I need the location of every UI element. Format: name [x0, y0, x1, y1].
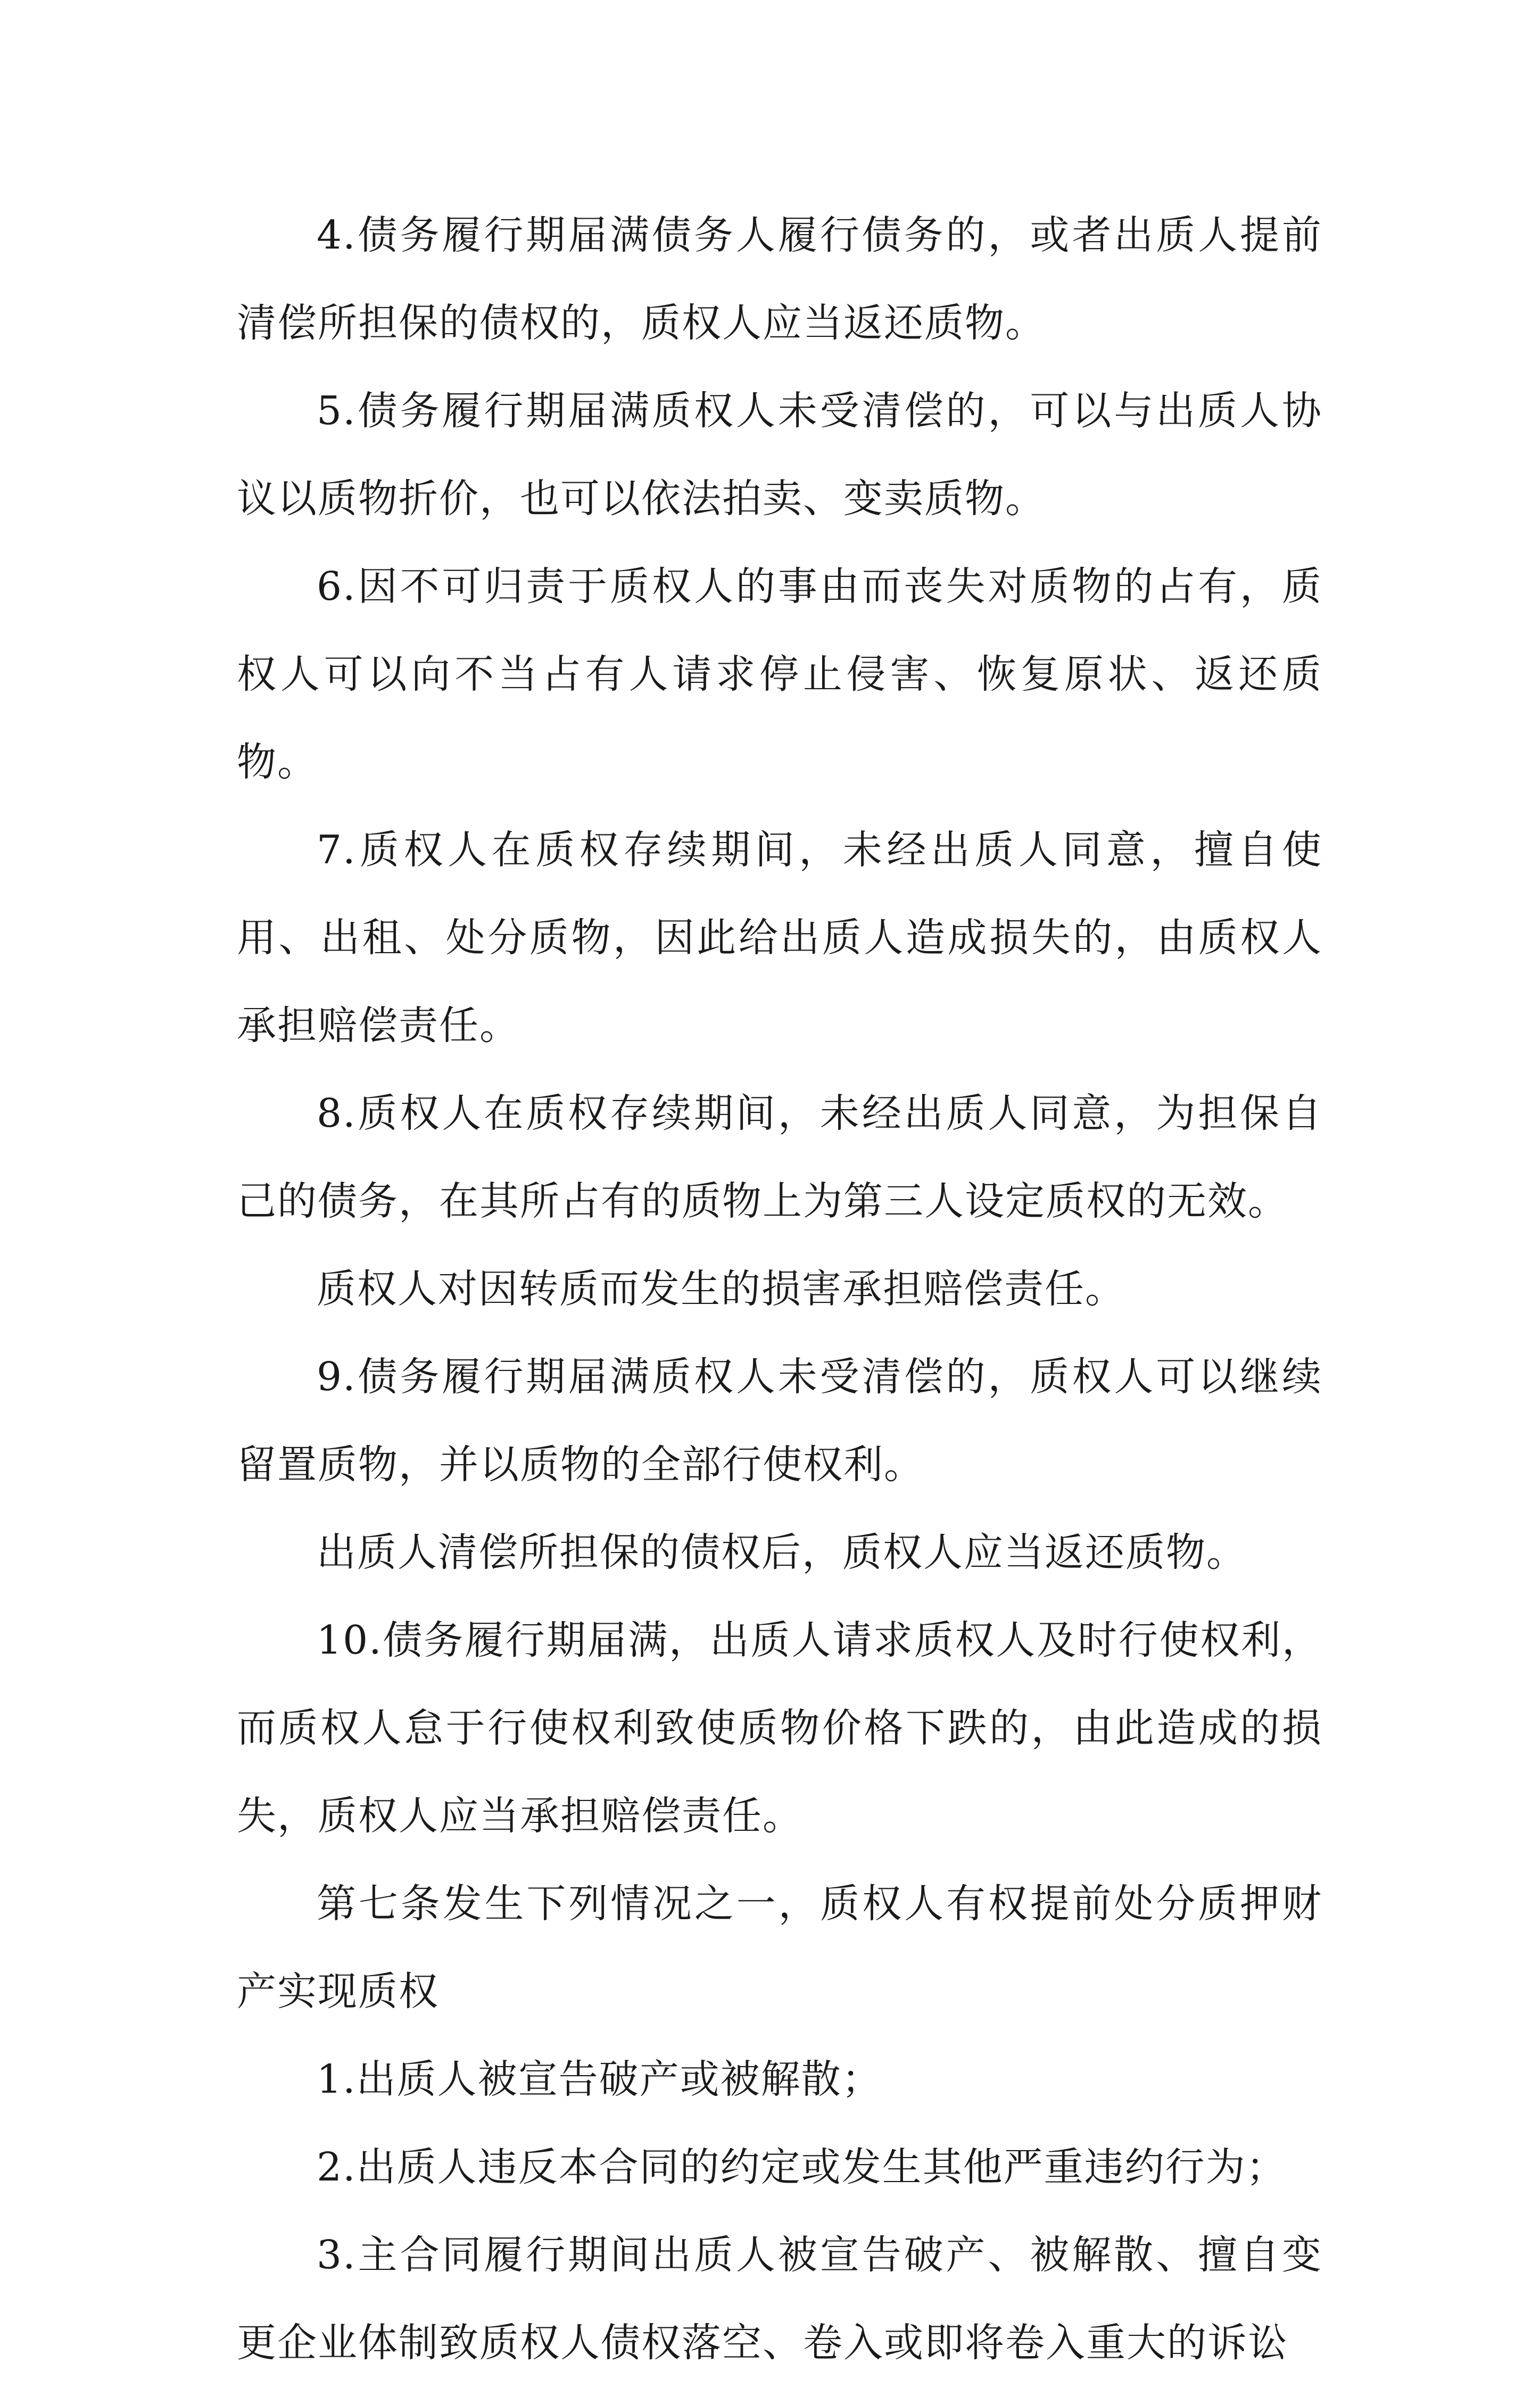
paragraph-article-7-item-1: 1.出质人被宣告破产或被解散；: [317, 2056, 882, 2102]
paragraph-clause-9: 9.债务履行期届满质权人未受清偿的，质权人可以继续留置质物，并以质物的全部行使权利。: [237, 1354, 1322, 1488]
document-body: [237, 192, 1322, 2387]
paragraph-article-7: 第七条发生下列情况之一，质权人有权提前处分质押财产实现质权: [237, 1881, 1322, 2014]
paragraph-clause-7: 7.质权人在质权存续期间，未经出质人同意，擅自使用、出租、处分质物，因此给出质人造成损失的，由质权人承担赔偿责任。: [237, 827, 1322, 1048]
paragraph-clause-6: 6.因不可归责于质权人的事由而丧失对质物的占有，质权人可以向不当占有人请求停止侵害、恢复原状、返还质物。: [237, 564, 1322, 785]
paragraph-article-7-item-3: 3.主合同履行期间出质人被宣告破产、被解散、擅自变更企业体制致质权人债权落空、卷入或即将卷入重大的诉讼: [237, 2232, 1322, 2366]
paragraph-article-7-item-2: 2.出质人违反本合同的约定或发生其他严重违约行为；: [317, 2144, 1287, 2190]
paragraph-clause-10: 10.债务履行期届满，出质人请求质权人及时行使权利，而质权人怠于行使权利致使质物价格下跌的，由此造成的损失，质权人应当承担赔偿责任。: [237, 1617, 1322, 1839]
paragraph-clause-8: 8.质权人在质权存续期间，未经出质人同意，为担保自己的债务，在其所占有的质物上为第三人设定质权的无效。: [237, 1091, 1322, 1224]
paragraph-clause-4: 4.债务履行期届满债务人履行债务的，或者出质人提前清偿所担保的债权的，质权人应当返还质物。: [237, 212, 1322, 346]
paragraph-clause-8-continued: 质权人对因转质而发生的损害承担赔偿责任。: [317, 1266, 1125, 1312]
paragraph-clause-9-continued: 出质人清偿所担保的债权后，质权人应当返还质物。: [317, 1530, 1247, 1575]
paragraph-clause-5: 5.债务履行期届满质权人未受清偿的，可以与出质人协议以质物折价，也可以依法拍卖、变卖质物。: [237, 388, 1322, 522]
